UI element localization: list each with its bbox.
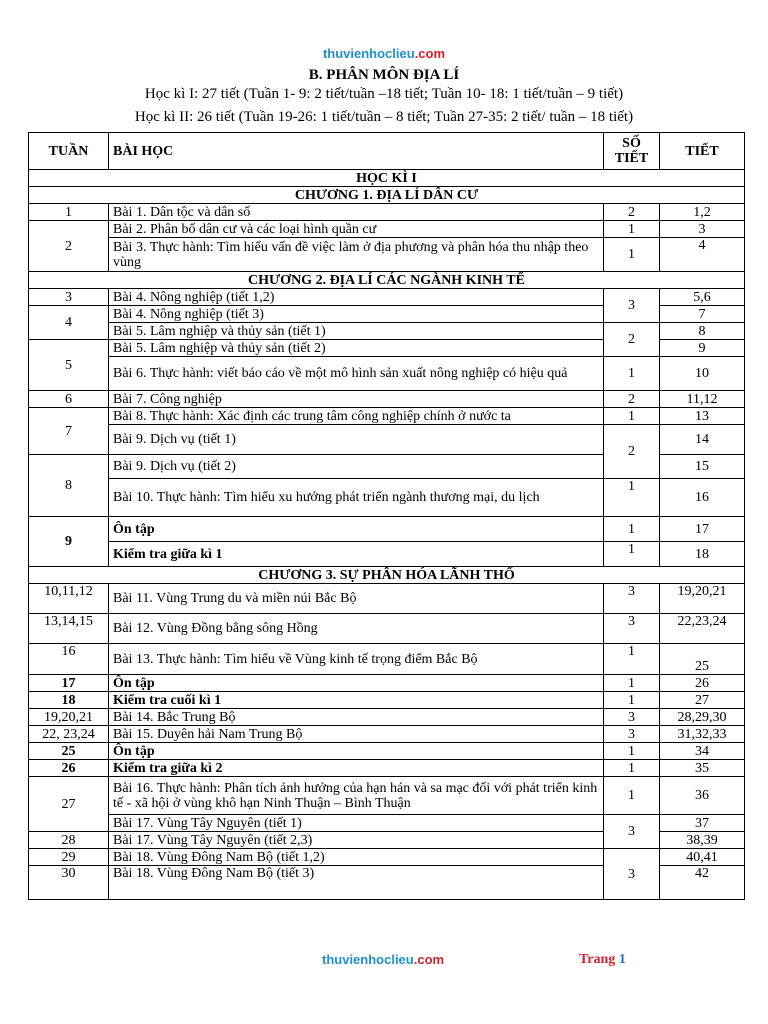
table-row: [29, 726, 745, 743]
cell-so-tiet: 1: [604, 760, 660, 777]
table-row: [29, 289, 745, 306]
cell-bai: Bài 4. Nông nghiệp (tiết 1,2): [109, 289, 604, 306]
cell-tiet: 35: [660, 760, 745, 777]
table-row: [29, 692, 745, 709]
cell-bai: Bài 15. Duyên hải Nam Trung Bộ: [109, 726, 604, 743]
cell-bai: Bài 13. Thực hành: Tìm hiểu về Vùng kinh tế trọng điểm Bắc Bộ: [109, 644, 604, 675]
cell-so-tiet: 2: [604, 425, 660, 479]
cell-so-tiet: 1: [604, 238, 660, 272]
table-row: [29, 777, 745, 815]
table-row: [29, 221, 745, 238]
cell-tuan: 6: [29, 391, 109, 408]
table-row: [29, 709, 745, 726]
cell-tiet: 40,41: [660, 849, 745, 866]
cell-so-tiet: 1: [604, 517, 660, 542]
cell-tiet: 26: [660, 675, 745, 692]
cell-bai: Kiểm tra cuối kì 1: [109, 692, 604, 709]
cell-tuan: 9: [29, 517, 109, 567]
cell-bai: Bài 1. Dân tộc và dân số: [109, 204, 604, 221]
cell-so-tiet: 1: [604, 644, 660, 675]
cell-bai: Ôn tập: [109, 675, 604, 692]
cell-tiet: 3: [660, 221, 745, 238]
header-so-tiet: SỐ TIẾT: [604, 133, 660, 170]
cell-tiet: 11,12: [660, 391, 745, 408]
cell-tuan: 13,14,15: [29, 614, 109, 644]
cell-tiet: 8: [660, 323, 745, 340]
cell-tiet: 13: [660, 408, 745, 425]
cell-tuan: 19,20,21: [29, 709, 109, 726]
cell-tuan: 4: [29, 306, 109, 340]
cell-tuan: 16: [29, 644, 109, 675]
cell-tiet: 14: [660, 425, 745, 455]
table-row: [29, 644, 745, 675]
cell-tiet: 9: [660, 340, 745, 357]
cell-so-tiet: 1: [604, 479, 660, 517]
table-row: [29, 743, 745, 760]
table-row: [29, 849, 745, 866]
cell-tuan: 27: [29, 777, 109, 832]
schedule-table: [28, 132, 745, 900]
cell-bai: Bài 9. Dịch vụ (tiết 2): [109, 455, 604, 479]
cell-tuan: 2: [29, 221, 109, 272]
table-row: [29, 238, 745, 272]
table-row: [29, 479, 745, 517]
header-tuan: TUẦN: [29, 133, 109, 170]
cell-tiet: 25: [660, 644, 745, 675]
cell-bai: Bài 17. Vùng Tây Nguyên (tiết 2,3): [109, 832, 604, 849]
table-header-row: [29, 133, 745, 170]
cell-so-tiet: 3: [604, 584, 660, 614]
cell-tiet: 16: [660, 479, 745, 517]
cell-so-tiet: 1: [604, 408, 660, 425]
cell-tuan: 18: [29, 692, 109, 709]
table-row: [29, 614, 745, 644]
cell-tuan: 30: [29, 866, 109, 900]
cell-tuan: 28: [29, 832, 109, 849]
cell-bai: Bài 7. Công nghiệp: [109, 391, 604, 408]
semester-1-note: Học kì I: 27 tiết (Tuần 1- 9: 2 tiết/tuần –18 tiết; Tuần 10- 18: 1 tiết/tuần – 9 tiết): [144, 86, 624, 102]
cell-bai: Ôn tập: [109, 743, 604, 760]
cell-so-tiet: 1: [604, 692, 660, 709]
cell-so-tiet: 1: [604, 743, 660, 760]
cell-so-tiet: 2: [604, 204, 660, 221]
cell-tiet: 5,6: [660, 289, 745, 306]
cell-so-tiet: 2: [604, 323, 660, 357]
cell-bai: Bài 17. Vùng Tây Nguyên (tiết 1): [109, 815, 604, 832]
cell-bai: Kiểm tra giữa kì 2: [109, 760, 604, 777]
cell-bai: Bài 5. Lâm nghiệp và thủy sản (tiết 2): [109, 340, 604, 357]
cell-tuan: 22, 23,24: [29, 726, 109, 743]
cell-bai: Bài 9. Dịch vụ (tiết 1): [109, 425, 604, 455]
cell-tiet: 7: [660, 306, 745, 323]
semester-2-note: Học kì II: 26 tiết (Tuần 19-26: 1 tiết/tuần – 8 tiết; Tuần 27-35: 2 tiết/ tuần – 18 tiết): [134, 109, 634, 125]
cell-tuan: 17: [29, 675, 109, 692]
cell-bai: Bài 5. Lâm nghiệp và thủy sản (tiết 1): [109, 323, 604, 340]
header-bai-hoc: BÀI HỌC: [109, 133, 604, 170]
cell-tuan: 5: [29, 340, 109, 391]
section-chuong-1: CHƯƠNG 1. ĐỊA LÍ DÂN CƯ: [29, 187, 745, 204]
table-row: [29, 517, 745, 542]
cell-tuan: 7: [29, 408, 109, 455]
table-row: [29, 542, 745, 567]
cell-tuan: 1: [29, 204, 109, 221]
page-number: Trang 1: [579, 952, 626, 967]
cell-tuan: 29: [29, 849, 109, 866]
cell-so-tiet: 3: [604, 709, 660, 726]
cell-tiet: 38,39: [660, 832, 745, 849]
cell-tiet: 28,29,30: [660, 709, 745, 726]
table-row: [29, 760, 745, 777]
site-watermark-top: thuvienhoclieu.com: [322, 46, 446, 61]
cell-so-tiet: 3: [604, 614, 660, 644]
cell-tiet: 34: [660, 743, 745, 760]
header-tiet: TIẾT: [660, 133, 745, 170]
cell-tiet: 15: [660, 455, 745, 479]
cell-tiet: 17: [660, 517, 745, 542]
table-row: [29, 815, 745, 832]
cell-tiet: 1,2: [660, 204, 745, 221]
cell-tiet: 10: [660, 357, 745, 391]
cell-bai: Bài 4. Nông nghiệp (tiết 3): [109, 306, 604, 323]
cell-tiet: 42: [660, 866, 745, 900]
cell-tiet: 22,23,24: [660, 614, 745, 644]
cell-so-tiet: 3: [604, 849, 660, 900]
cell-bai: Bài 14. Bắc Trung Bộ: [109, 709, 604, 726]
cell-bai: Bài 3. Thực hành: Tìm hiểu vấn đề việc làm ở địa phương và phân hóa thu nhập theo vùng: [109, 238, 604, 272]
cell-tuan: 26: [29, 760, 109, 777]
cell-tuan: 3: [29, 289, 109, 306]
cell-bai: Bài 6. Thực hành: viết báo cáo về một mô hình sản xuất nông nghiệp có hiệu quả: [109, 357, 604, 391]
cell-tuan: 10,11,12: [29, 584, 109, 614]
cell-bai: Bài 2. Phân bố dân cư và các loại hình quần cư: [109, 221, 604, 238]
cell-tuan: 25: [29, 743, 109, 760]
cell-so-tiet: 1: [604, 675, 660, 692]
page-title: B. PHÂN MÔN ĐỊA LÍ: [308, 67, 460, 83]
cell-tiet: 36: [660, 777, 745, 815]
section-chuong-2: CHƯƠNG 2. ĐỊA LÍ CÁC NGÀNH KINH TẾ: [29, 272, 745, 289]
cell-bai: Bài 8. Thực hành: Xác định các trung tâm công nghiệp chính ở nước ta: [109, 408, 604, 425]
cell-so-tiet: 2: [604, 391, 660, 408]
table-row: [29, 584, 745, 614]
cell-tiet: 18: [660, 542, 745, 567]
cell-bai: Bài 12. Vùng Đồng bằng sông Hồng: [109, 614, 604, 644]
table-row: [29, 204, 745, 221]
table-row: [29, 408, 745, 425]
cell-so-tiet: 1: [604, 221, 660, 238]
cell-tiet: 31,32,33: [660, 726, 745, 743]
cell-so-tiet: 3: [604, 726, 660, 743]
cell-bai: Bài 10. Thực hành: Tìm hiểu xu hướng phát triển ngành thương mại, du lịch: [109, 479, 604, 517]
cell-bai: Bài 16. Thực hành: Phân tích ảnh hưởng của hạn hán và sa mạc đối với phát triển kinh tế - xã hội ở vùng khô hạn Ninh Thuận – Bình Thuận: [109, 777, 604, 815]
table-row: [29, 323, 745, 340]
cell-tiet: 37: [660, 815, 745, 832]
cell-tiet: 4: [660, 238, 745, 272]
cell-so-tiet: 3: [604, 815, 660, 849]
cell-so-tiet: 3: [604, 289, 660, 323]
section-hoc-ki-1: HỌC KÌ I: [29, 170, 745, 187]
cell-tuan: 8: [29, 455, 109, 517]
cell-so-tiet: 1: [604, 357, 660, 391]
cell-tiet: 19,20,21: [660, 584, 745, 614]
cell-bai: Bài 18. Vùng Đông Nam Bộ (tiết 1,2): [109, 849, 604, 866]
section-chuong-3: CHƯƠNG 3. SỰ PHÂN HÓA LÃNH THỔ: [29, 567, 745, 584]
cell-bai: Kiểm tra giữa kì 1: [109, 542, 604, 567]
table-row: [29, 425, 745, 455]
table-row: [29, 675, 745, 692]
table-row: [29, 391, 745, 408]
cell-so-tiet: 1: [604, 542, 660, 567]
cell-so-tiet: 1: [604, 777, 660, 815]
cell-tiet: 27: [660, 692, 745, 709]
cell-bai: Bài 18. Vùng Đông Nam Bộ (tiết 3): [109, 866, 604, 900]
site-watermark-bottom: thuvienhoclieu.com: [322, 952, 445, 967]
table-row: [29, 357, 745, 391]
cell-bai: Bài 11. Vùng Trung du và miền núi Bắc Bộ: [109, 584, 604, 614]
cell-bai: Ôn tập: [109, 517, 604, 542]
